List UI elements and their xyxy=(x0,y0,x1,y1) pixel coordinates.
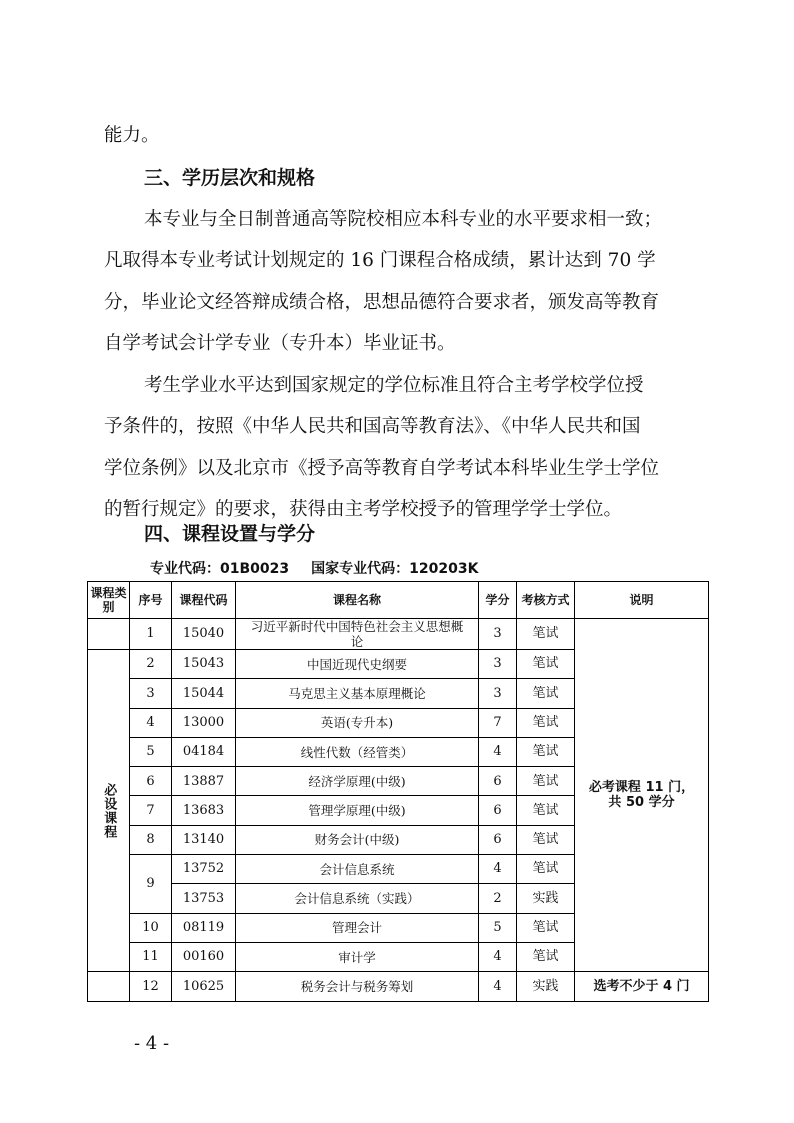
text-line: 能力。 xyxy=(104,125,160,146)
seq-cell: 5 xyxy=(130,737,172,766)
credit-cell: 7 xyxy=(479,708,517,737)
code-cell: 08119 xyxy=(172,913,236,942)
seq-cell: 8 xyxy=(130,825,172,854)
code-cell: 15044 xyxy=(172,679,236,708)
credit-cell: 6 xyxy=(479,796,517,825)
header-note: 说明 xyxy=(575,582,709,619)
exam-cell: 笔试 xyxy=(517,942,575,971)
code-cell: 10625 xyxy=(172,972,236,1001)
table-row xyxy=(88,972,709,1001)
credit-cell: 4 xyxy=(479,942,517,971)
code-cell: 15043 xyxy=(172,650,236,679)
header-credit: 学分 xyxy=(479,582,517,619)
seq-cell: 6 xyxy=(130,767,172,796)
credit-cell: 4 xyxy=(479,972,517,1001)
code-cell: 13000 xyxy=(172,708,236,737)
credit-cell: 3 xyxy=(479,679,517,708)
text-line: 本专业与全日制普通高等院校相应本科专业的水平要求相一致； xyxy=(144,209,663,230)
name-cell: 财务会计(中级) xyxy=(236,825,479,854)
code-cell: 13752 xyxy=(172,855,236,884)
section-heading: 四、课程设置与学分 xyxy=(144,523,316,545)
name-cell: 会计信息系统（实践） xyxy=(236,884,479,913)
seq-cell: 3 xyxy=(130,679,172,708)
category-required: 必设课程 xyxy=(88,650,130,972)
exam-cell: 笔试 xyxy=(517,708,575,737)
name-cell: 习近平新时代中国特色社会主义思想概论 xyxy=(236,619,479,650)
credit-cell: 4 xyxy=(479,855,517,884)
name-cell: 管理会计 xyxy=(236,913,479,942)
section-heading: 三、学历层次和规格 xyxy=(144,167,316,189)
code-cell: 15040 xyxy=(172,619,236,650)
credit-cell: 6 xyxy=(479,825,517,854)
seq-cell: 4 xyxy=(130,708,172,737)
exam-cell: 笔试 xyxy=(517,825,575,854)
text-line: 的暂行规定》的要求，获得由主考学校授予的管理学学士学位。 xyxy=(104,499,623,520)
name-cell: 中国近现代史纲要 xyxy=(236,650,479,679)
text-line: 自学考试会计学专业（专升本）毕业证书。 xyxy=(104,333,456,354)
national-major-code: 国家专业代码：120203K xyxy=(311,561,479,577)
seq-cell: 11 xyxy=(130,942,172,971)
text-line: 分，毕业论文经答辩成绩合格，思想品德符合要求者，颁发高等教育 xyxy=(104,292,660,313)
text-line: 予条件的，按照《中华人民共和国高等教育法》、《中华人民共和国 xyxy=(104,416,641,437)
code-cell: 13140 xyxy=(172,825,236,854)
seq-cell: 9 xyxy=(130,855,172,914)
seq-cell: 12 xyxy=(130,972,172,1001)
credit-cell: 4 xyxy=(479,737,517,766)
major-code: 专业代码：01B0023 xyxy=(150,561,290,577)
name-cell: 会计信息系统 xyxy=(236,855,479,884)
header-seq: 序号 xyxy=(130,582,172,619)
table-row xyxy=(88,619,709,650)
text-line: 凡取得本专业考试计划规定的 16 门课程合格成绩，累计达到 70 学 xyxy=(104,250,656,271)
seq-cell: 1 xyxy=(130,619,172,650)
code-cell: 13887 xyxy=(172,767,236,796)
table-header-row xyxy=(88,582,709,619)
code-cell: 04184 xyxy=(172,737,236,766)
exam-cell: 笔试 xyxy=(517,767,575,796)
name-cell: 经济学原理(中级) xyxy=(236,767,479,796)
exam-cell: 实践 xyxy=(517,884,575,913)
page-number: - 4 - xyxy=(134,1033,170,1054)
exam-cell: 实践 xyxy=(517,972,575,1001)
category-cell xyxy=(88,972,130,1001)
name-cell: 英语(专升本) xyxy=(236,708,479,737)
credit-cell: 3 xyxy=(479,619,517,650)
name-cell: 审计学 xyxy=(236,942,479,971)
exam-cell: 笔试 xyxy=(517,855,575,884)
credit-cell: 5 xyxy=(479,913,517,942)
header-name: 课程名称 xyxy=(236,582,479,619)
exam-cell: 笔试 xyxy=(517,650,575,679)
seq-cell: 10 xyxy=(130,913,172,942)
exam-cell: 笔试 xyxy=(517,737,575,766)
header-exam: 考核方式 xyxy=(517,582,575,619)
name-cell: 管理学原理(中级) xyxy=(236,796,479,825)
exam-cell: 笔试 xyxy=(517,679,575,708)
name-cell: 线性代数（经管类） xyxy=(236,737,479,766)
exam-cell: 笔试 xyxy=(517,796,575,825)
note-elective: 选考不少于 4 门 xyxy=(575,972,709,1001)
exam-cell: 笔试 xyxy=(517,619,575,650)
credit-cell: 2 xyxy=(479,884,517,913)
credit-cell: 3 xyxy=(479,650,517,679)
note-required: 必考课程 11 门，共 50 学分 xyxy=(575,619,709,972)
seq-cell: 2 xyxy=(130,650,172,679)
category-cell xyxy=(88,619,130,650)
text-line: 考生学业水平达到国家规定的学位标准且符合主考学校学位授 xyxy=(144,375,644,396)
header-code: 课程代码 xyxy=(172,582,236,619)
name-cell: 马克思主义基本原理概论 xyxy=(236,679,479,708)
code-cell: 13683 xyxy=(172,796,236,825)
name-cell: 税务会计与税务筹划 xyxy=(236,972,479,1001)
major-codes xyxy=(150,558,500,578)
code-cell: 00160 xyxy=(172,942,236,971)
header-category: 课程类别 xyxy=(88,582,130,619)
course-table xyxy=(87,581,709,1002)
credit-cell: 6 xyxy=(479,767,517,796)
seq-cell: 7 xyxy=(130,796,172,825)
code-cell: 13753 xyxy=(172,884,236,913)
text-line: 学位条例》以及北京市《授予高等教育自学考试本科毕业生学士学位 xyxy=(104,458,660,479)
exam-cell: 笔试 xyxy=(517,913,575,942)
